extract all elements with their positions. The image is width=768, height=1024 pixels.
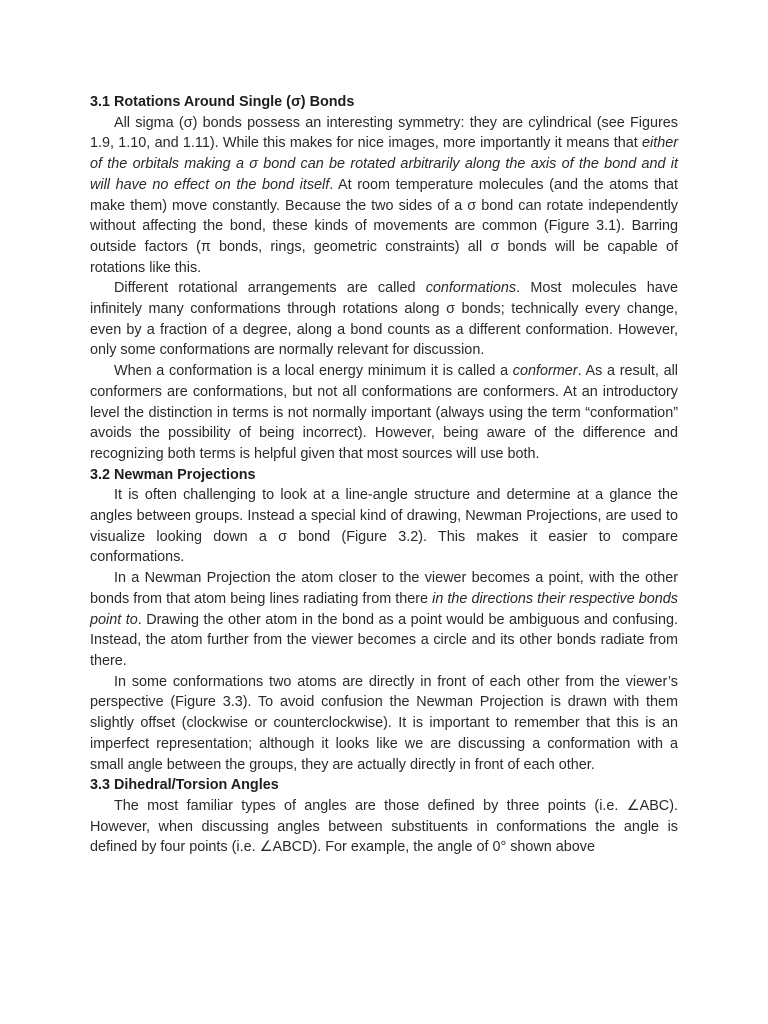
- paragraph-text: All sigma (σ) bonds possess an interesting symmetry: they are cylindrical (see Figures 1.9, 1.10, and 1.11). While this makes for nice images, more importantly it means that: [90, 114, 678, 152]
- paragraph-text: It is often challenging to look at a line-angle structure and determine at a glance the angles between groups. Instead a special kind of drawing, Newman Projections, are used to visualize looking down a σ bond (Figure 3.2). This makes it easier to compare conformations.: [90, 487, 678, 566]
- paragraph-text: When a conformation is a local energy minimum it is called a: [114, 363, 513, 380]
- section-heading-3-1: 3.1 Rotations Around Single (σ) Bonds: [90, 94, 355, 110]
- paragraph-text: In some conformations two atoms are directly in front of each other from the viewer’s perspective (Figure 3.3). To avoid confusion the Newman Projection is drawn with them slightly offset (clockwise or counterclockwise). It is important to remember that this is an imperfect representation; although it looks like we are discussing a conformation with a small angle between the groups, they are actually directly in front of each other.: [90, 673, 678, 773]
- paragraph-angles: [90, 796, 678, 858]
- paragraph-sigma-bonds: [90, 113, 678, 279]
- paragraph-text: The most familiar types of angles are those defined by three points (i.e. ∠ABC). However, when discussing angles between substituents in conformations the angle is defined by four points (i.e. ∠ABCD). For example, the angle of 0° shown above: [90, 797, 678, 856]
- section-heading-3-2: 3.2 Newman Projections: [90, 466, 256, 483]
- paragraph-text: In a Newman Projection the atom closer to the viewer becomes a point, with the other bonds from that atom being lines radiating from there: [90, 570, 678, 607]
- paragraph-text: . Most molecules have infinitely many conformations through rotations along σ bonds; technically every change, even by a fraction of a degree, along a bond counts as a different conformation. However, only some conformations are normally relevant for discussion.: [90, 280, 678, 359]
- page-content: [90, 92, 678, 858]
- paragraph-offset: [90, 672, 678, 776]
- paragraph-text: Different rotational arrangements are called: [114, 280, 426, 297]
- paragraph-conformers: [90, 361, 678, 465]
- paragraph-text: . At room temperature molecules (and the atoms that make them) move constantly. Because the two sides of a σ bond can rotate independently without affecting the bond, these kinds of movements are common (Figure 3.1). Barring outside factors (π bonds, rings, geometric constraints) all σ bonds will be capable of rotations like this.: [90, 176, 678, 276]
- paragraph-text: . As a result, all conformers are conformations, but not all conformations are conformers. At an introductory level the distinction in terms is not normally important (always using the term “conformation” avoids the possibility of being incorrect). However, being aware of the difference and recognizing both terms is helpful given that most sources will use both.: [90, 363, 678, 462]
- paragraph-conformations: [90, 278, 678, 361]
- emphasis-text: in the directions their respective bonds point to: [90, 590, 679, 628]
- emphasis-text: conformations: [425, 280, 517, 297]
- paragraph-text: . Drawing the other atom in the bond as a point would be ambiguous and confusing. Instead, the atom further from the viewer becomes a circle and its other bonds radiate from there.: [90, 611, 678, 669]
- emphasis-text: conformer: [512, 363, 578, 380]
- section-heading-3-3: 3.3 Dihedral/Torsion Angles: [90, 777, 279, 794]
- paragraph-line-angle: [90, 485, 678, 568]
- paragraph-newman-point: [90, 568, 678, 672]
- emphasis-text: either of the orbitals making a σ bond can be rotated arbitrarily along the axis of the bond and it will have no effect on the bond itself: [90, 135, 678, 193]
